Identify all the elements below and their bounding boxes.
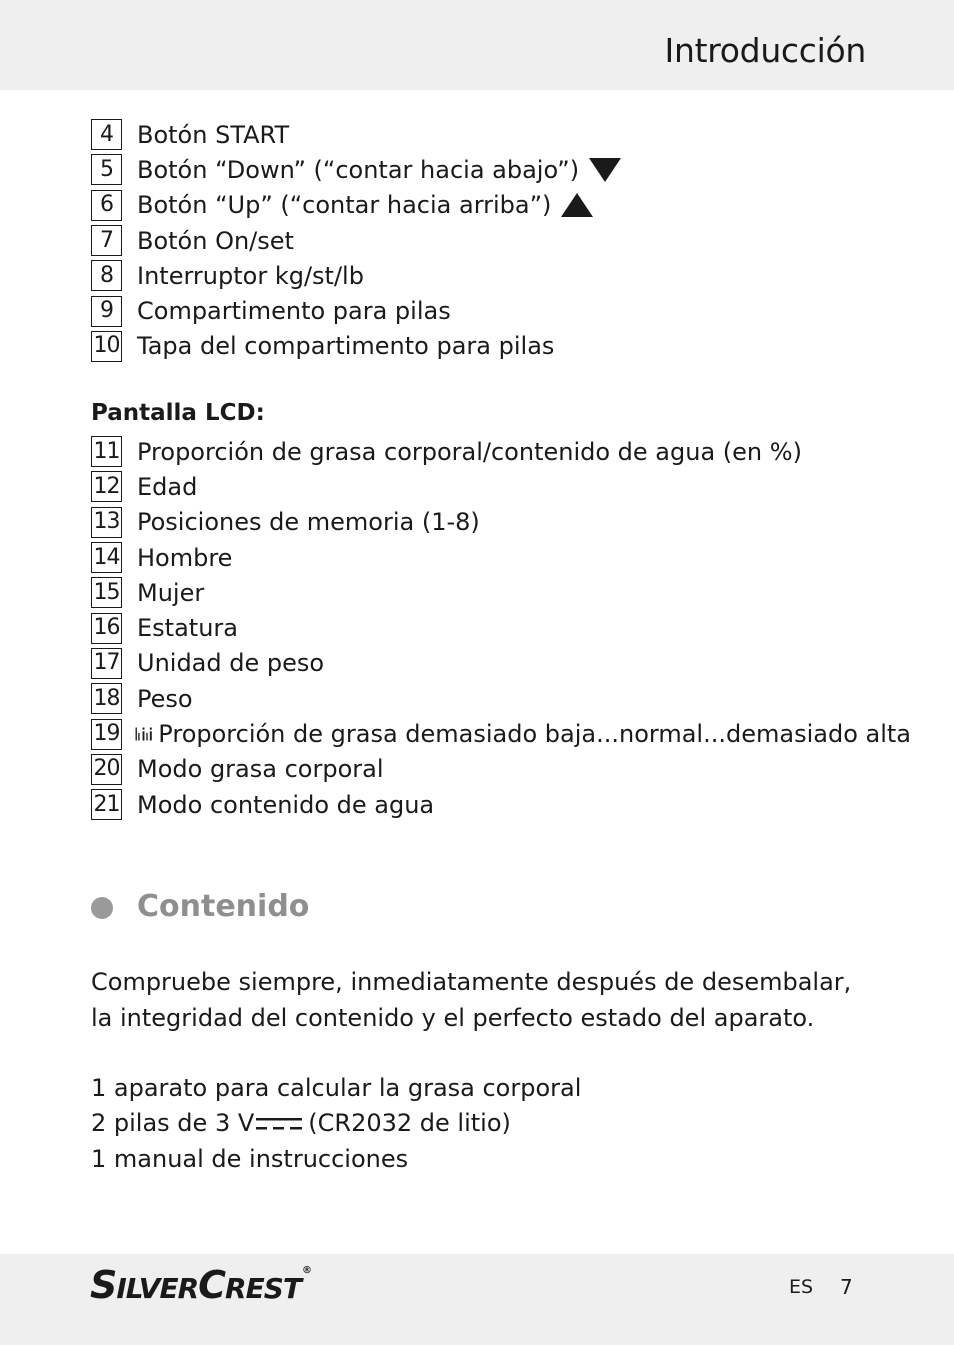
item-number-box: 19 bbox=[91, 719, 122, 750]
item-label: Edad bbox=[137, 472, 198, 501]
parts-list bbox=[91, 117, 911, 364]
list-item bbox=[91, 540, 911, 575]
item-number-box: 7 bbox=[91, 225, 122, 256]
brand-letter: S bbox=[90, 1263, 117, 1307]
fat-level-bars-icon bbox=[135, 720, 152, 748]
item-number-box: 20 bbox=[91, 754, 122, 785]
page-title: Introducción bbox=[664, 31, 866, 70]
list-item bbox=[91, 152, 911, 187]
registered-mark: ® bbox=[301, 1265, 311, 1276]
item-number-box: 8 bbox=[91, 260, 122, 291]
triangle-down-icon bbox=[589, 158, 621, 182]
header-band bbox=[0, 0, 954, 90]
section-paragraph: Compruebe siempre, inmediatamente después de desembalar, la integridad del contenido y el perfecto estado del aparato. bbox=[91, 968, 852, 1032]
item-label: Modo contenido de agua bbox=[137, 790, 435, 819]
brand-letter: C bbox=[198, 1263, 226, 1307]
item-label: Tapa del compartimento para pilas bbox=[137, 332, 555, 361]
list-item bbox=[91, 752, 911, 787]
item-label: Compartimento para pilas bbox=[137, 297, 451, 326]
item-number-box: 21 bbox=[91, 789, 122, 820]
contents-line: 1 aparato para calcular la grasa corporal bbox=[91, 1074, 582, 1102]
list-item bbox=[91, 681, 911, 716]
list-item bbox=[91, 646, 911, 681]
item-number-box: 10 bbox=[91, 331, 122, 362]
item-label: Mujer bbox=[137, 578, 205, 607]
language-code: ES bbox=[789, 1276, 814, 1298]
lcd-heading: Pantalla LCD: bbox=[91, 400, 265, 426]
list-item bbox=[91, 188, 911, 223]
list-item bbox=[91, 258, 911, 293]
item-number-box: 12 bbox=[91, 471, 122, 502]
item-label: Botón START bbox=[137, 120, 290, 149]
list-item bbox=[91, 293, 911, 328]
list-item bbox=[91, 505, 911, 540]
list-item bbox=[91, 434, 911, 469]
item-label: Peso bbox=[137, 684, 193, 713]
item-label: Hombre bbox=[137, 543, 233, 572]
triangle-up-icon bbox=[561, 193, 593, 217]
lcd-list bbox=[91, 434, 911, 822]
direct-current-icon bbox=[256, 1115, 302, 1133]
section-heading: Contenido bbox=[137, 889, 310, 924]
item-number-box: 9 bbox=[91, 296, 122, 327]
item-number-box: 15 bbox=[91, 577, 122, 608]
list-item bbox=[91, 575, 911, 610]
item-label: Proporción de grasa demasiado baja...normal...demasiado alta bbox=[158, 720, 911, 749]
item-number-box: 6 bbox=[91, 190, 122, 221]
item-label: Modo grasa corporal bbox=[137, 755, 384, 784]
contents-line bbox=[91, 1106, 581, 1141]
brand-letters: ILVER bbox=[116, 1272, 199, 1305]
item-number-box: 11 bbox=[91, 436, 122, 467]
page-number: 7 bbox=[840, 1275, 853, 1299]
contents-text: 2 pilas de 3 V bbox=[91, 1109, 255, 1138]
list-item bbox=[91, 469, 911, 504]
list-item bbox=[91, 223, 911, 258]
item-label: Botón “Down” (“contar hacia abajo”) bbox=[137, 155, 580, 184]
section-bullet-icon bbox=[91, 897, 113, 919]
item-number-box: 14 bbox=[91, 542, 122, 573]
item-label: Posiciones de memoria (1-8) bbox=[137, 508, 480, 537]
brand-logo bbox=[90, 1263, 311, 1307]
item-label: Botón “Up” (“contar hacia arriba”) bbox=[137, 191, 552, 220]
contents-line: 1 manual de instrucciones bbox=[91, 1144, 409, 1173]
item-number-box: 13 bbox=[91, 507, 122, 538]
item-label: Estatura bbox=[137, 614, 238, 643]
item-label: Botón On/set bbox=[137, 226, 294, 255]
item-label: Interruptor kg/st/lb bbox=[137, 261, 364, 290]
brand-letters: REST bbox=[225, 1272, 301, 1305]
contents-list bbox=[91, 1071, 581, 1177]
list-item bbox=[91, 329, 911, 364]
item-label: Unidad de peso bbox=[137, 649, 325, 678]
item-number-box: 4 bbox=[91, 119, 122, 150]
list-item bbox=[91, 716, 911, 751]
list-item bbox=[91, 610, 911, 645]
list-item bbox=[91, 117, 911, 152]
item-number-box: 16 bbox=[91, 613, 122, 644]
item-number-box: 17 bbox=[91, 648, 122, 679]
list-item bbox=[91, 787, 911, 822]
item-label: Proporción de grasa corporal/contenido de agua (en %) bbox=[137, 437, 802, 466]
item-number-box: 18 bbox=[91, 683, 122, 714]
item-number-box: 5 bbox=[91, 154, 122, 185]
contents-text: (CR2032 de litio) bbox=[308, 1109, 511, 1138]
